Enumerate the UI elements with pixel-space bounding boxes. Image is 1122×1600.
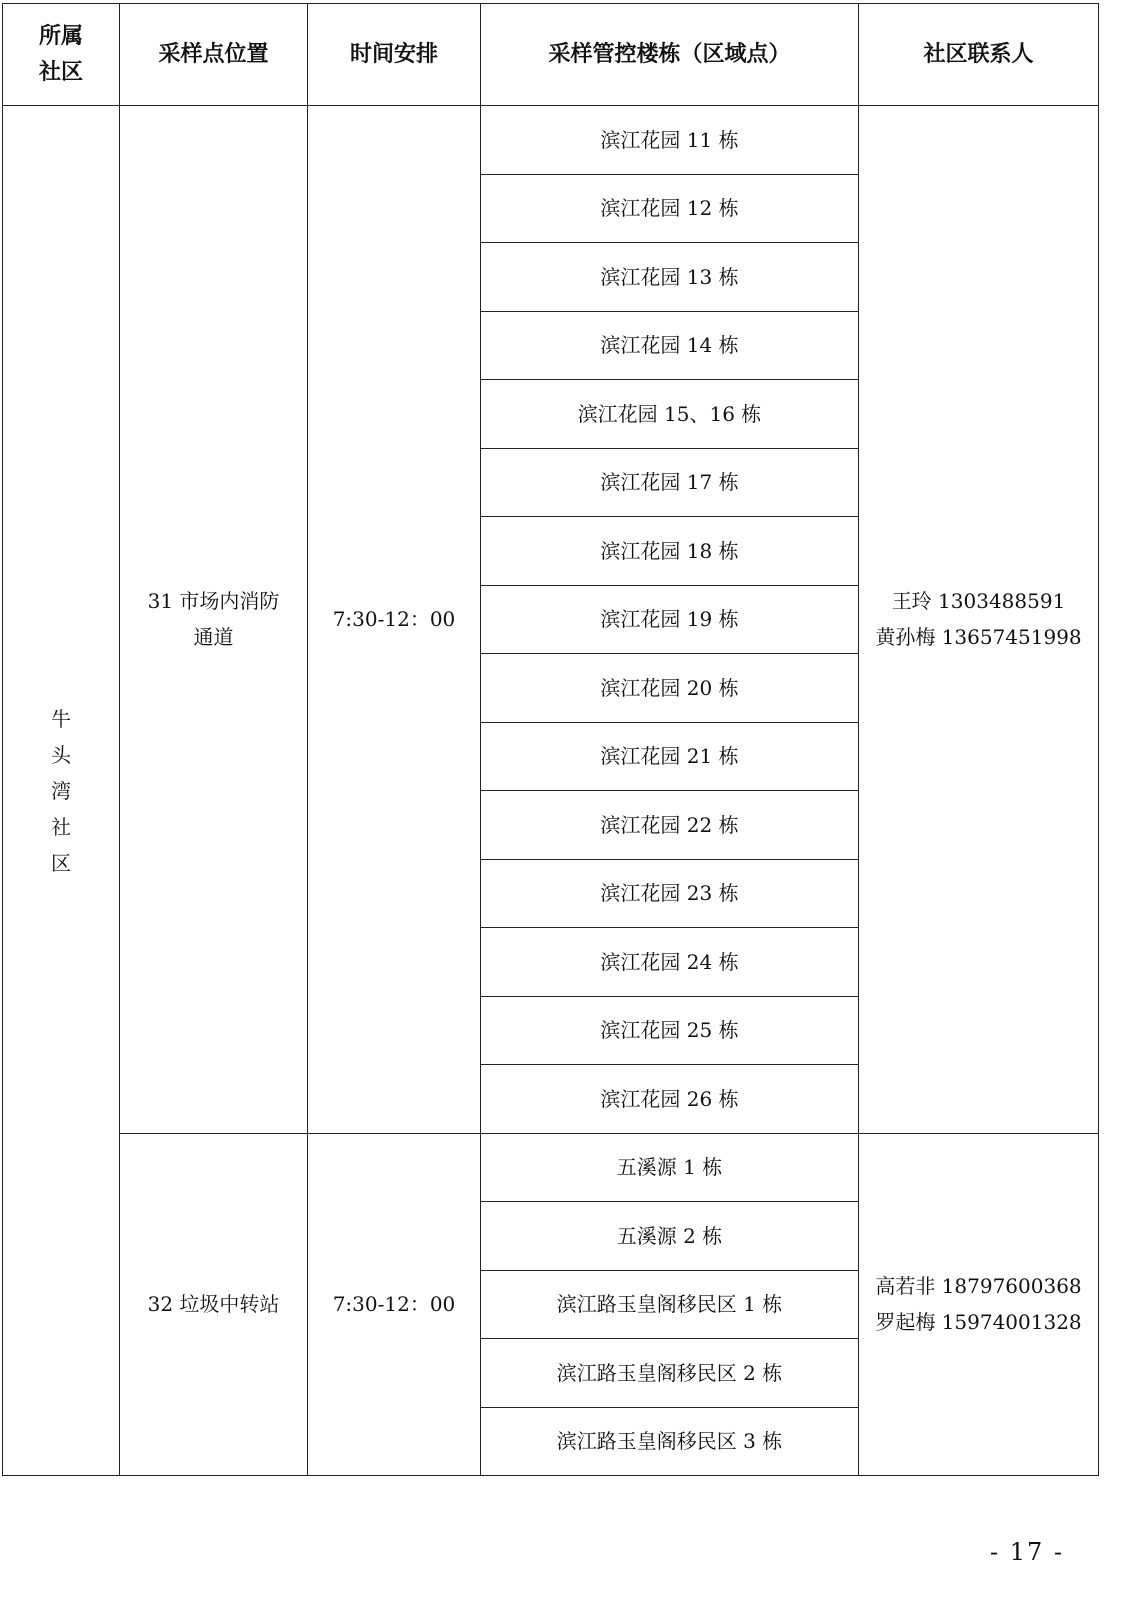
table-row bbox=[3, 1133, 1099, 1202]
header-buildings: 采样管控楼栋（区域点） bbox=[481, 4, 859, 106]
site-cell bbox=[120, 106, 308, 1134]
building-cell: 滨江花园 13 栋 bbox=[481, 243, 859, 312]
building-cell: 滨江路玉皇阁移民区 1 栋 bbox=[481, 1270, 859, 1339]
building-cell: 五溪源 2 栋 bbox=[481, 1202, 859, 1271]
site-cell bbox=[120, 1133, 308, 1476]
building-cell: 滨江花园 17 栋 bbox=[481, 448, 859, 517]
building-cell: 滨江花园 18 栋 bbox=[481, 517, 859, 586]
building-cell: 滨江花园 20 栋 bbox=[481, 654, 859, 723]
contact-cell bbox=[859, 1133, 1099, 1476]
time-cell: 7:30-12：00 bbox=[308, 106, 481, 1134]
building-cell: 滨江花园 26 栋 bbox=[481, 1065, 859, 1134]
community-cell bbox=[3, 106, 120, 1476]
building-cell: 滨江路玉皇阁移民区 3 栋 bbox=[481, 1407, 859, 1476]
building-cell: 滨江花园 21 栋 bbox=[481, 722, 859, 791]
building-cell: 五溪源 1 栋 bbox=[481, 1133, 859, 1202]
header-contact: 社区联系人 bbox=[859, 4, 1099, 106]
header-community-label: 所属 社区 bbox=[38, 23, 83, 85]
table-body bbox=[3, 4, 1099, 1476]
community-char: 区 bbox=[51, 850, 71, 875]
site-line: 32 垃圾中转站 bbox=[147, 1292, 280, 1317]
building-cell: 滨江花园 12 栋 bbox=[481, 174, 859, 243]
contact-cell bbox=[859, 106, 1099, 1134]
header-time: 时间安排 bbox=[308, 4, 481, 106]
contact-line: 黄孙梅 13657451998 bbox=[875, 625, 1082, 650]
building-cell: 滨江花园 24 栋 bbox=[481, 928, 859, 997]
sampling-schedule-table bbox=[2, 3, 1099, 1476]
site-line: 31 市场内消防 bbox=[147, 589, 280, 614]
header-site: 采样点位置 bbox=[120, 4, 308, 106]
building-cell: 滨江花园 14 栋 bbox=[481, 311, 859, 380]
building-cell: 滨江花园 23 栋 bbox=[481, 859, 859, 928]
building-cell: 滨江路玉皇阁移民区 2 栋 bbox=[481, 1339, 859, 1408]
table-row bbox=[3, 106, 1099, 175]
building-cell: 滨江花园 25 栋 bbox=[481, 996, 859, 1065]
building-cell: 滨江花园 11 栋 bbox=[481, 106, 859, 175]
community-char: 头 bbox=[51, 742, 71, 767]
building-cell: 滨江花园 22 栋 bbox=[481, 791, 859, 860]
community-char: 社 bbox=[51, 814, 71, 839]
contact-line: 王玲 1303488591 bbox=[891, 589, 1066, 614]
site-line: 通道 bbox=[193, 625, 234, 650]
header-community bbox=[3, 4, 120, 106]
community-char: 牛 bbox=[51, 706, 71, 731]
community-char: 湾 bbox=[51, 778, 71, 803]
contact-line: 罗起梅 15974001328 bbox=[875, 1310, 1082, 1335]
header-row bbox=[3, 4, 1099, 106]
building-cell: 滨江花园 19 栋 bbox=[481, 585, 859, 654]
contact-line: 高若非 18797600368 bbox=[875, 1274, 1082, 1299]
building-cell: 滨江花园 15、16 栋 bbox=[481, 380, 859, 449]
page-number: - 17 - bbox=[989, 1538, 1064, 1566]
time-cell: 7:30-12：00 bbox=[308, 1133, 481, 1476]
